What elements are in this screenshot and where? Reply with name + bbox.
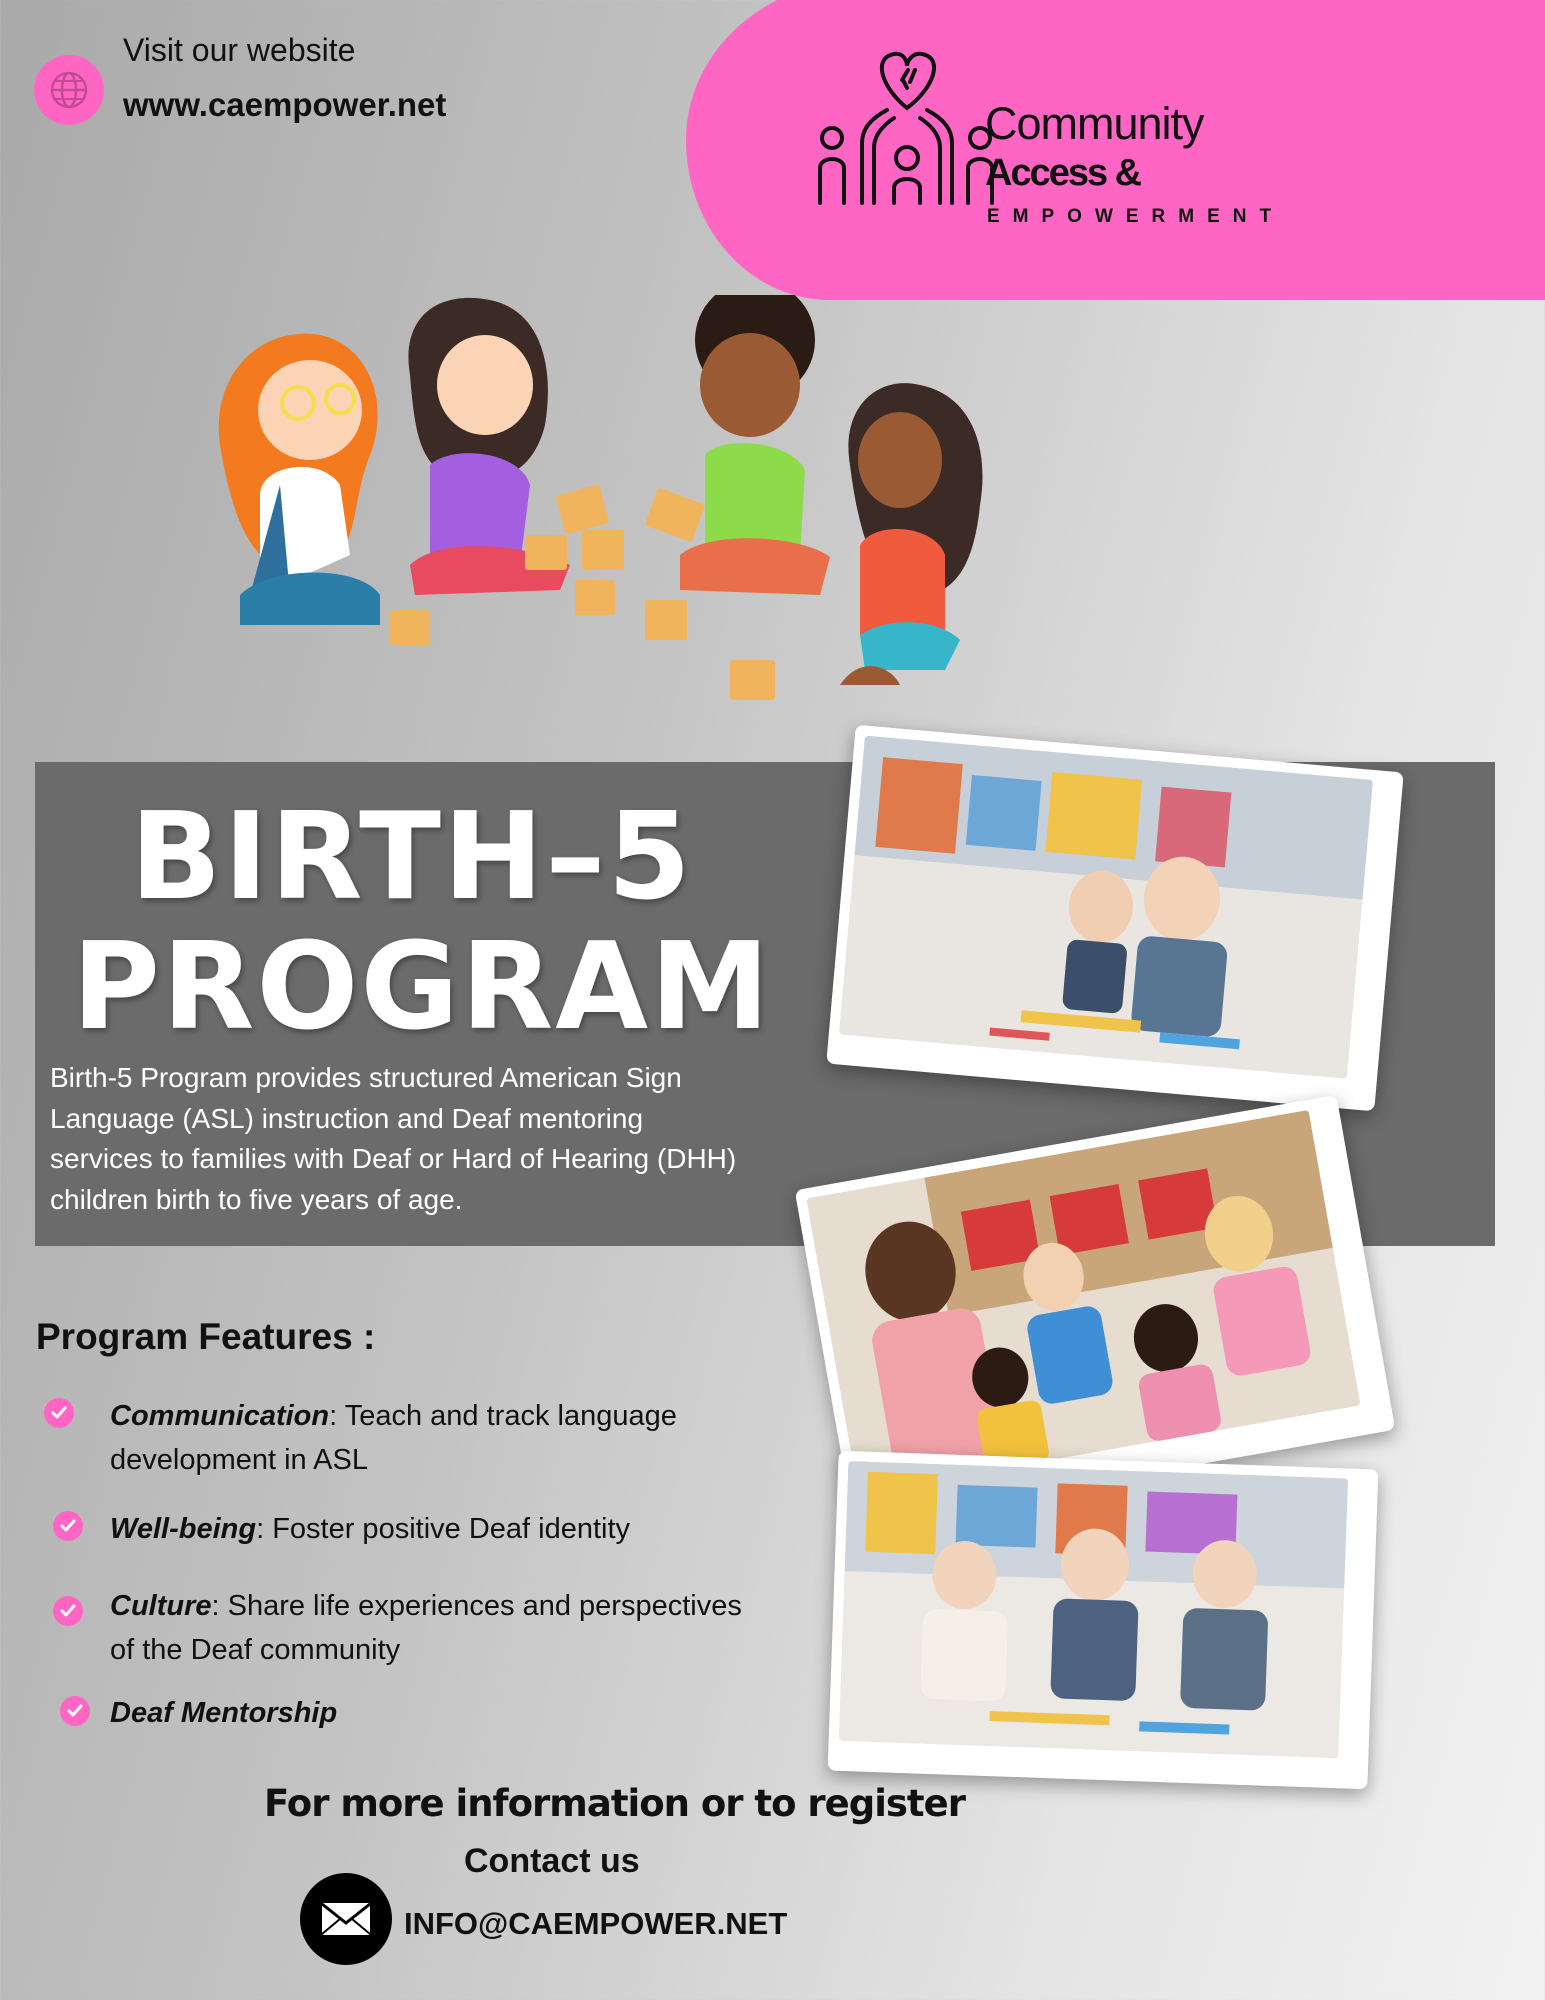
program-title-line2: PROGRAM <box>72 918 772 1057</box>
envelope-icon <box>300 1873 392 1965</box>
feature-text: : Foster positive Deaf identity <box>256 1513 631 1545</box>
feature-culture <box>110 1584 750 1672</box>
website-link[interactable]: www.caempower.net <box>123 86 447 123</box>
globe-icon <box>34 55 104 125</box>
contact-email-link[interactable]: INFO@CAEMPOWER.NET <box>404 1906 788 1941</box>
program-description: Birth-5 Program provides structured American Sign Language (ASL) instruction and Deaf mentoring services to families with Deaf or Hard of Hearing (DHH) children birth to five years of age. <box>50 1062 737 1215</box>
feature-deaf-mentorship <box>110 1691 750 1735</box>
photo-babies-playing-2 <box>828 1451 1379 1790</box>
logo-text-access: Access & <box>985 152 1141 194</box>
logo-text-community: Community <box>985 98 1204 149</box>
feature-text: : Share life experiences and perspectives of the Deaf community <box>110 1590 742 1666</box>
check-circle-icon <box>44 1398 74 1428</box>
check-circle-icon <box>53 1596 83 1626</box>
feature-communication <box>110 1394 750 1482</box>
photo-babies-playing-1 <box>826 725 1404 1112</box>
check-circle-icon <box>60 1696 90 1726</box>
features-heading: Program Features : <box>36 1316 376 1357</box>
feature-name: Well-being <box>110 1513 257 1545</box>
check-circle-icon <box>53 1511 83 1541</box>
contact-us-label: Contact us <box>464 1842 640 1880</box>
program-title-line1: BIRTH–5 <box>130 788 693 927</box>
visit-website-label: Visit our website <box>123 32 356 68</box>
logo-text-empowerment: EMPOWERMENT <box>987 206 1285 227</box>
children-playing-illustration <box>200 295 1060 725</box>
more-info-heading: For more information or to register <box>264 1782 965 1825</box>
feature-text: : Teach and track language development in ASL <box>110 1400 677 1476</box>
people-heart-asl-icon <box>812 48 1002 208</box>
feature-name: Deaf Mentorship <box>110 1697 338 1729</box>
feature-well-being <box>110 1507 750 1551</box>
feature-name: Communication <box>110 1400 330 1432</box>
feature-name: Culture <box>110 1590 212 1622</box>
